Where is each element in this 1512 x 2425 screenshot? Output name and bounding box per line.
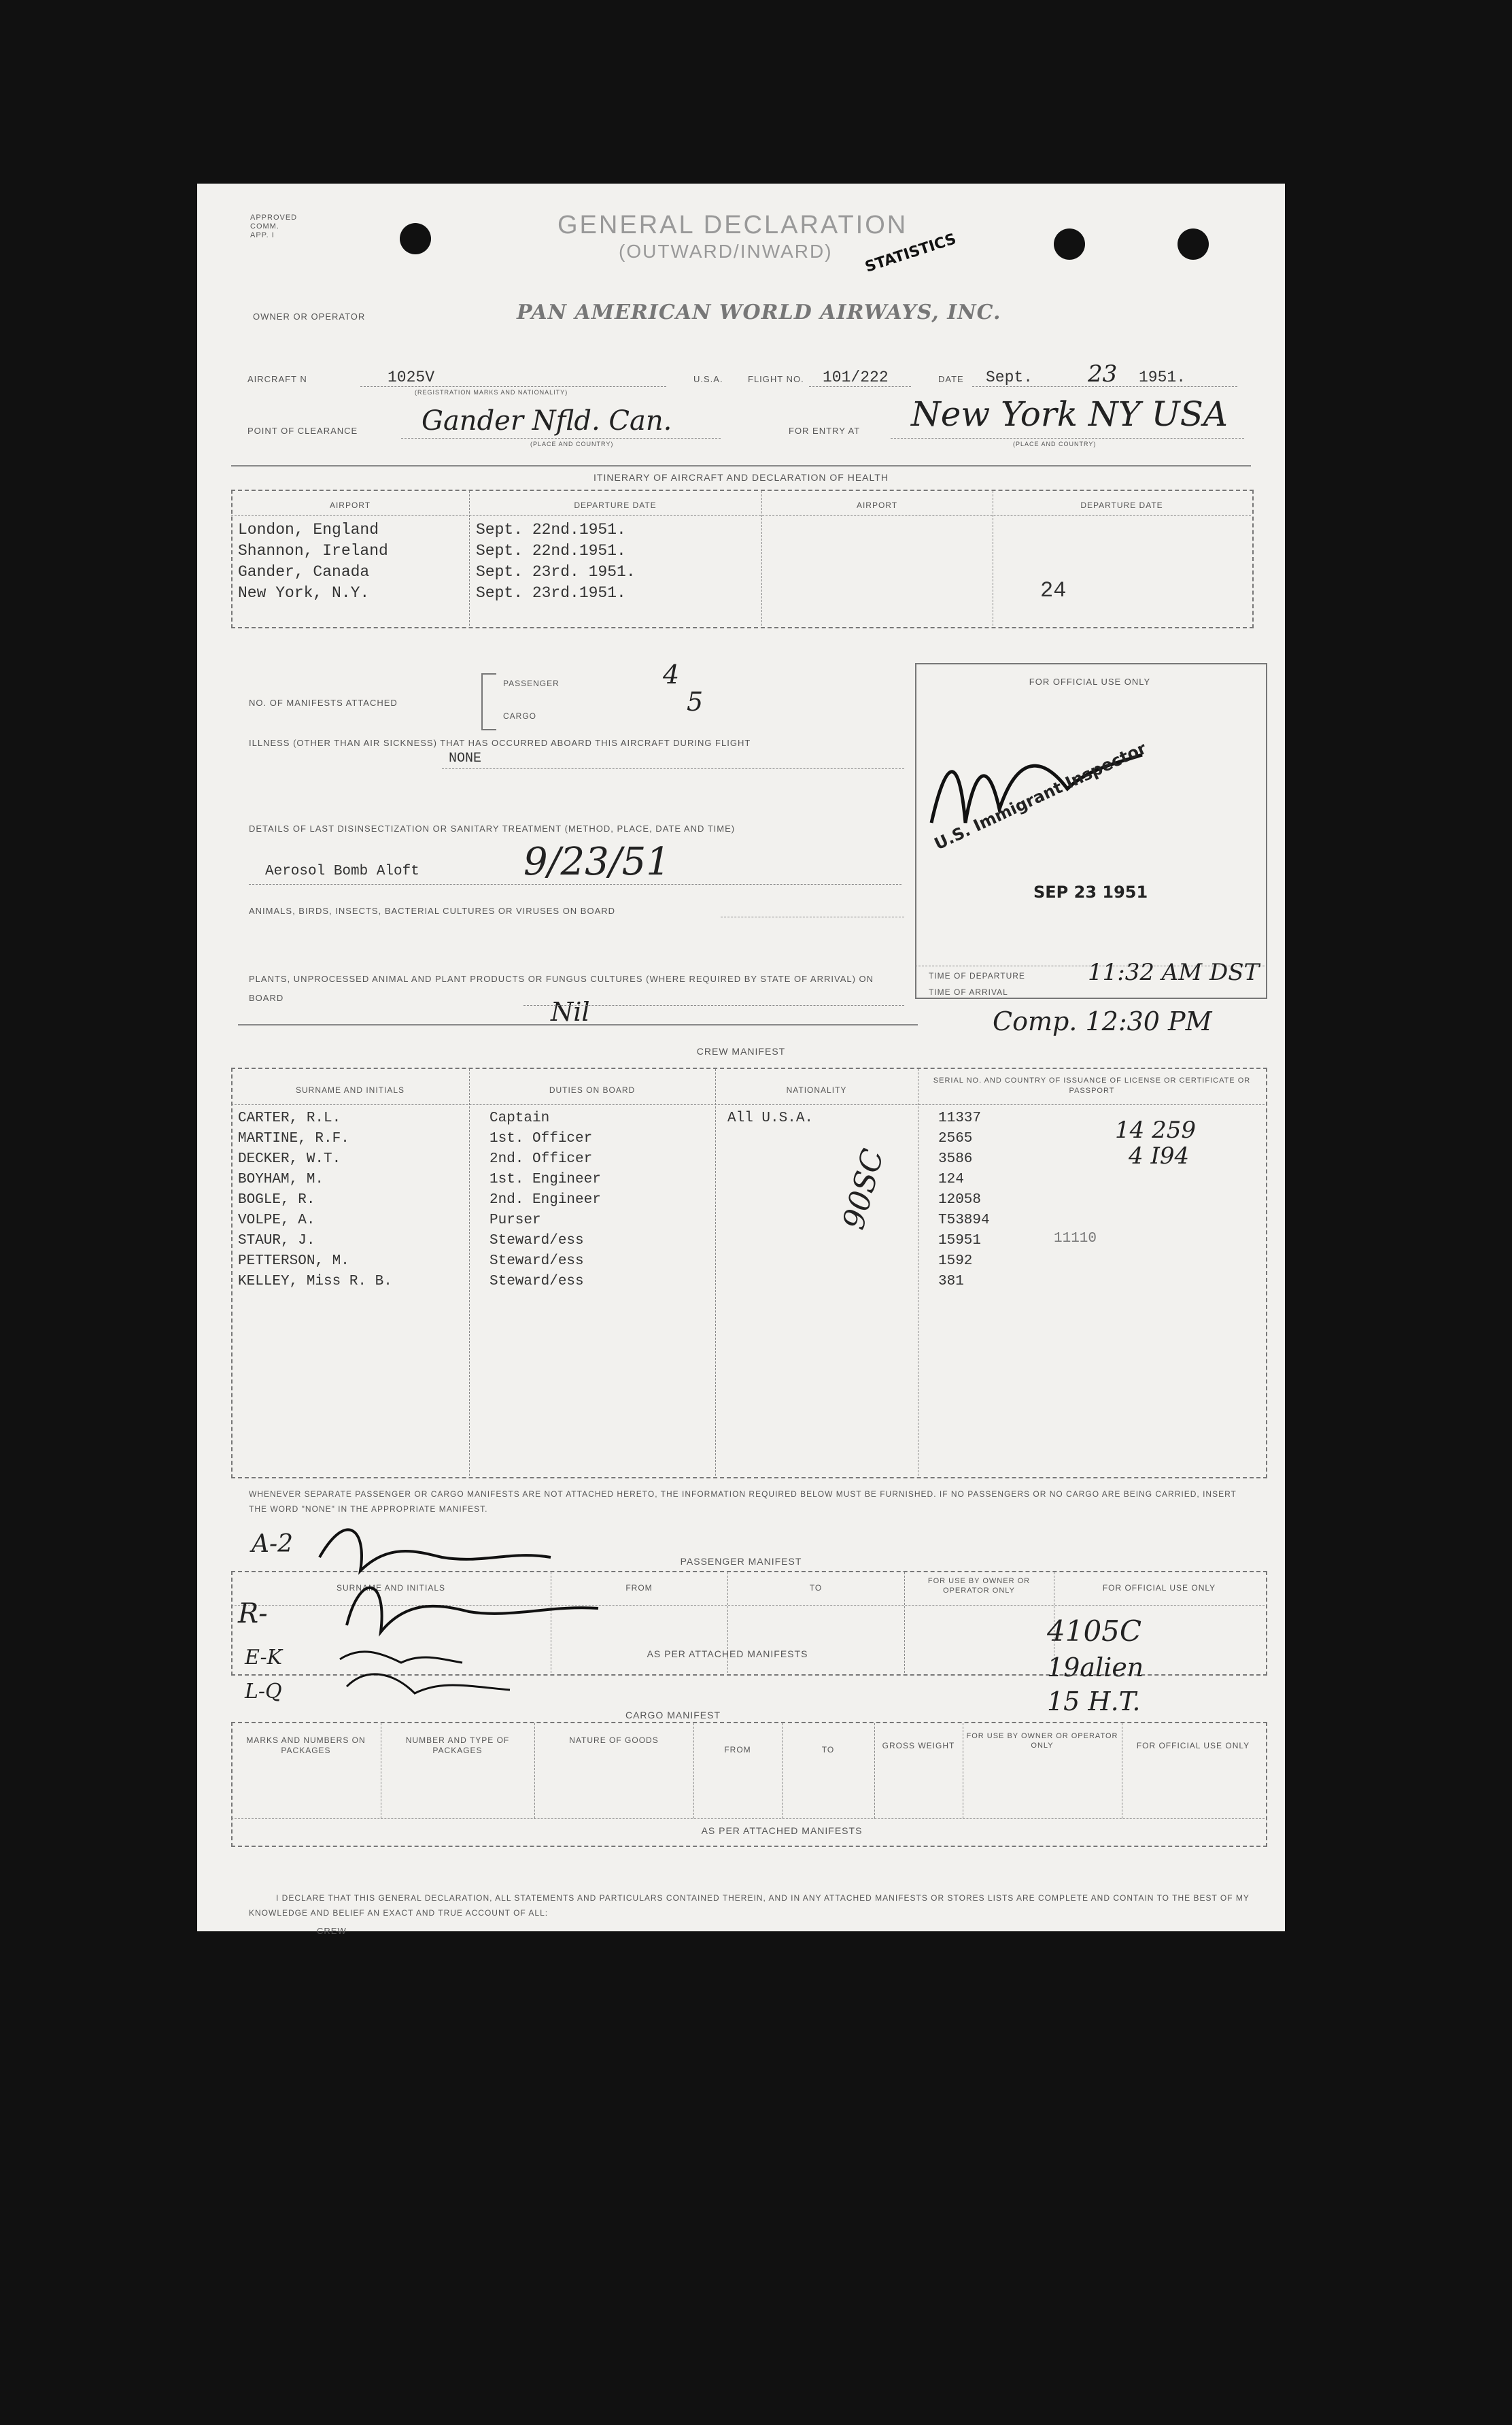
animals-label: ANIMALS, BIRDS, INSECTS, BACTERIAL CULTURES OR VIRUSES ON BOARD bbox=[249, 906, 616, 916]
hand-official-note: 15 H.T. bbox=[1047, 1686, 1141, 1716]
crew-duty: Steward/ess bbox=[489, 1253, 584, 1269]
date-label: DATE bbox=[938, 374, 964, 384]
as-per-attached: AS PER ATTACHED MANIFESTS bbox=[701, 1825, 863, 1836]
crew-serial: 11337 bbox=[938, 1110, 982, 1126]
owner-value: PAN AMERICAN WORLD AIRWAYS, INC. bbox=[517, 301, 1001, 324]
reg-marks-label: (REGISTRATION MARKS AND NATIONALITY) bbox=[415, 389, 568, 396]
crew-nat: All U.S.A. bbox=[727, 1110, 814, 1126]
approved-line: COMM. bbox=[250, 222, 279, 231]
disinsect-value: Aerosol Bomb Aloft bbox=[265, 864, 419, 879]
crew-header: NATIONALITY bbox=[786, 1085, 847, 1095]
itinerary-title: ITINERARY OF AIRCRAFT AND DECLARATION OF HEALTH bbox=[594, 472, 889, 483]
approved-block bbox=[250, 214, 297, 240]
passenger-header: FROM bbox=[625, 1583, 653, 1593]
approved-line: APP. I bbox=[250, 231, 275, 239]
whenever-text: WHENEVER SEPARATE PASSENGER OR CARGO MANIFESTS ARE NOT ATTACHED HERETO, THE INFORMATION REQUIRED BELOW MUST BE FURNISHED. IF NO PASSENGERS OR NO CARGO ARE BEING CARRIED, INSERT THE WORD "NONE" IN THE APPROPRIATE MANIFEST. bbox=[249, 1489, 1237, 1514]
hand-note-left: A-2 bbox=[252, 1530, 294, 1558]
brace bbox=[481, 673, 496, 730]
passenger-header: FOR OFFICIAL USE ONLY bbox=[1102, 1583, 1216, 1593]
crew-duty: Steward/ess bbox=[489, 1233, 584, 1249]
entry-value: New York NY USA bbox=[911, 394, 1228, 434]
crew-duty: 1st. Officer bbox=[489, 1131, 593, 1147]
disinsect-label: DETAILS OF LAST DISINSECTIZATION OR SANITARY TREATMENT (METHOD, PLACE, DATE AND TIME) bbox=[249, 824, 736, 834]
illness-label: ILLNESS (OTHER THAN AIR SICKNESS) THAT HAS OCCURRED ABOARD THIS AIRCRAFT DURING FLIGHT bbox=[249, 738, 751, 748]
crew-hand-note: 14 259 bbox=[1115, 1117, 1196, 1144]
itinerary-airports bbox=[238, 520, 388, 604]
manifest-cargo-label: CARGO bbox=[503, 711, 537, 721]
divider bbox=[231, 465, 1251, 467]
clearance-value: Gander Nfld. Can. bbox=[422, 405, 672, 437]
crew-serial: 381 bbox=[938, 1274, 964, 1289]
crew-name: BOGLE, R. bbox=[238, 1192, 315, 1208]
manifest-cargo-value: 5 bbox=[687, 687, 704, 717]
flight-value: 101/222 bbox=[823, 369, 889, 386]
itinerary-header: AIRPORT bbox=[856, 501, 898, 510]
passenger-header: FOR USE BY OWNER OR OPERATOR ONLY bbox=[927, 1577, 1031, 1595]
as-per-attached: AS PER ATTACHED MANIFESTS bbox=[647, 1648, 808, 1659]
approved-line: APPROVED bbox=[250, 214, 298, 222]
cargo-header: FOR OFFICIAL USE ONLY bbox=[1136, 1741, 1250, 1750]
date-month: Sept. bbox=[986, 369, 1033, 386]
hand-official-note: 4105C bbox=[1047, 1614, 1142, 1648]
crew-serial: T53894 bbox=[938, 1212, 990, 1228]
col-divider bbox=[469, 491, 470, 626]
crew-nationality bbox=[727, 1108, 813, 1129]
crew-title: CREW MANIFEST bbox=[696, 1046, 786, 1057]
cargo-header: FROM bbox=[724, 1745, 751, 1754]
crew-name: BOYHAM, M. bbox=[238, 1172, 324, 1187]
time-departure-value: 11:32 AM DST bbox=[1088, 959, 1260, 986]
col-divider bbox=[782, 1723, 783, 1818]
divider bbox=[238, 1024, 918, 1025]
itinerary-hand-note: 24 bbox=[1040, 578, 1067, 603]
crew-duty: Captain bbox=[489, 1110, 550, 1126]
flight-label: FLIGHT NO. bbox=[748, 374, 804, 384]
punch-hole bbox=[1178, 228, 1209, 260]
col-divider bbox=[469, 1069, 470, 1476]
passenger-title: PASSENGER MANIFEST bbox=[680, 1556, 802, 1567]
crew-header: SURNAME AND INITIALS bbox=[295, 1085, 405, 1095]
rule bbox=[523, 1005, 904, 1006]
col-divider bbox=[874, 1723, 875, 1818]
crew-count-label: CREW bbox=[317, 1926, 347, 1936]
itinerary-header: DEPARTURE DATE bbox=[1080, 501, 1163, 510]
crew-serial: 3586 bbox=[938, 1151, 973, 1167]
crew-duty: 1st. Engineer bbox=[489, 1172, 601, 1187]
manifest-passenger-value: 4 bbox=[663, 660, 680, 690]
statistics-stamp: STATISTICS bbox=[863, 231, 959, 276]
plants-label: PLANTS, UNPROCESSED ANIMAL AND PLANT PRODUCTS OR FUNGUS CULTURES (WHERE REQUIRED BY STATE OF ARRIVAL) ON BOARD bbox=[249, 974, 874, 1003]
col-divider bbox=[761, 491, 762, 626]
manifests-label: NO. OF MANIFESTS ATTACHED bbox=[249, 698, 398, 708]
place-country-label: (PLACE AND COUNTRY) bbox=[530, 441, 614, 447]
col-divider bbox=[715, 1069, 716, 1476]
cargo-header: MARKS AND NUMBERS ON PACKAGES bbox=[246, 1735, 366, 1755]
cargo-title: CARGO MANIFEST bbox=[625, 1710, 721, 1720]
rule bbox=[891, 438, 1244, 439]
owner-label: OWNER OR OPERATOR bbox=[253, 311, 366, 322]
plants-value: Nil bbox=[551, 997, 590, 1027]
itinerary-header: DEPARTURE DATE bbox=[574, 501, 657, 510]
crew-name: VOLPE, A. bbox=[238, 1212, 315, 1228]
itinerary-airport: Gander, Canada bbox=[238, 563, 370, 581]
passenger-header: SURNAME AND INITIALS bbox=[336, 1583, 446, 1593]
crew-serial: 15951 bbox=[938, 1233, 982, 1249]
inspector-date: SEP 23 1951 bbox=[1033, 883, 1148, 902]
place-country-label: (PLACE AND COUNTRY) bbox=[1013, 441, 1097, 447]
official-use-label: FOR OFFICIAL USE ONLY bbox=[1029, 677, 1151, 687]
punch-hole bbox=[1054, 228, 1085, 260]
aircraft-label: AIRCRAFT N bbox=[247, 374, 307, 384]
itinerary-date: Sept. 22nd.1951. bbox=[476, 542, 626, 560]
crew-duties bbox=[489, 1108, 601, 1292]
crew-duty: 2nd. Engineer bbox=[489, 1192, 601, 1208]
cargo-header: NATURE OF GOODS bbox=[569, 1735, 659, 1745]
crew-duty: 2nd. Officer bbox=[489, 1151, 593, 1167]
rule bbox=[231, 1104, 1265, 1105]
usa-label: U.S.A. bbox=[693, 374, 723, 384]
hand-note-left: R- bbox=[238, 1598, 268, 1629]
itinerary-date: Sept. 22nd.1951. bbox=[476, 521, 626, 539]
crew-name: DECKER, W.T. bbox=[238, 1151, 341, 1167]
crew-serial: 1592 bbox=[938, 1253, 973, 1269]
crew-header: DUTIES ON BOARD bbox=[549, 1085, 636, 1095]
punch-hole bbox=[400, 223, 431, 254]
hand-note-left: L-Q bbox=[245, 1680, 282, 1703]
time-departure-label: TIME OF DEPARTURE bbox=[929, 971, 1025, 981]
crew-header: SERIAL NO. AND COUNTRY OF ISSUANCE OF LICENSE OR CERTIFICATE OR PASSPORT bbox=[933, 1076, 1251, 1095]
crew-duty: Steward/ess bbox=[489, 1274, 584, 1289]
crew-serial: 2565 bbox=[938, 1131, 973, 1147]
clearance-label: POINT OF CLEARANCE bbox=[247, 426, 358, 436]
crew-name: STAUR, J. bbox=[238, 1233, 315, 1249]
crew-serials bbox=[938, 1108, 990, 1292]
form-title: GENERAL DECLARATION bbox=[557, 211, 908, 239]
rule bbox=[442, 768, 904, 769]
hand-note-left: E-K bbox=[245, 1646, 283, 1669]
crew-name: KELLEY, Miss R. B. bbox=[238, 1274, 392, 1289]
cargo-header: FOR USE BY OWNER OR OPERATOR ONLY bbox=[966, 1732, 1118, 1750]
crew-duty: Purser bbox=[489, 1212, 541, 1228]
disinsect-hand-date: 9/23/51 bbox=[523, 840, 670, 884]
itinerary-date: Sept. 23rd. 1951. bbox=[476, 563, 636, 581]
declaration-form bbox=[197, 184, 1285, 1931]
aircraft-value: 1025V bbox=[388, 369, 435, 386]
date-year: 1951. bbox=[1139, 369, 1186, 386]
crew-name: MARTINE, R.F. bbox=[238, 1131, 349, 1147]
cargo-header: GROSS WEIGHT bbox=[882, 1741, 955, 1750]
rule bbox=[360, 386, 666, 387]
rule bbox=[972, 386, 1237, 387]
itinerary-airport: New York, N.Y. bbox=[238, 584, 370, 602]
rule bbox=[249, 884, 901, 885]
cargo-header: NUMBER AND TYPE OF PACKAGES bbox=[405, 1735, 510, 1755]
date-day: 23 bbox=[1088, 360, 1118, 388]
rule bbox=[231, 1818, 1265, 1819]
crew-serial: 124 bbox=[938, 1172, 964, 1187]
itinerary-airport: Shannon, Ireland bbox=[238, 542, 388, 560]
itinerary-date: Sept. 23rd.1951. bbox=[476, 584, 626, 602]
entry-label: FOR ENTRY AT bbox=[789, 426, 861, 436]
time-arrival-value: Comp. 12:30 PM bbox=[993, 1006, 1212, 1036]
crew-hand-note: 4 I94 bbox=[1129, 1142, 1190, 1170]
crew-serial: 12058 bbox=[938, 1192, 982, 1208]
rule bbox=[809, 386, 911, 387]
rule bbox=[231, 515, 1251, 516]
crew-hand-note: 90SC bbox=[836, 1145, 891, 1234]
form-subtitle: (OUTWARD/INWARD) bbox=[619, 241, 833, 262]
itinerary-dates bbox=[476, 520, 636, 604]
crew-hand-note: 11110 bbox=[1054, 1231, 1097, 1247]
time-arrival-label: TIME OF ARRIVAL bbox=[929, 987, 1008, 997]
cargo-header: TO bbox=[821, 1745, 835, 1754]
inspector-stamp: U.S. Immigrant Inspector bbox=[931, 739, 1150, 854]
crew-name: CARTER, R.L. bbox=[238, 1110, 341, 1126]
crew-name: PETTERSON, M. bbox=[238, 1253, 349, 1269]
col-divider bbox=[693, 1723, 694, 1818]
declare-text: I DECLARE THAT THIS GENERAL DECLARATION, ALL STATEMENTS AND PARTICULARS CONTAINED THEREIN, AND IN ANY ATTACHED MANIFESTS OR STORES LISTS ARE COMPLETE AND CONTAIN TO THE BEST OF MY KNOWLEDGE AND BELIEF AN EXACT AND TRUE ACCOUNT OF ALL: bbox=[249, 1893, 1250, 1918]
crew-names bbox=[238, 1108, 392, 1292]
passenger-header: TO bbox=[809, 1583, 823, 1593]
handwritten-signatures bbox=[306, 1516, 768, 1734]
manifest-passenger-label: PASSENGER bbox=[503, 679, 560, 688]
rule bbox=[401, 438, 721, 439]
itinerary-header: AIRPORT bbox=[329, 501, 371, 510]
hand-official-note: 19alien bbox=[1047, 1652, 1144, 1682]
illness-value: NONE bbox=[449, 751, 482, 766]
itinerary-airport: London, England bbox=[238, 521, 379, 539]
